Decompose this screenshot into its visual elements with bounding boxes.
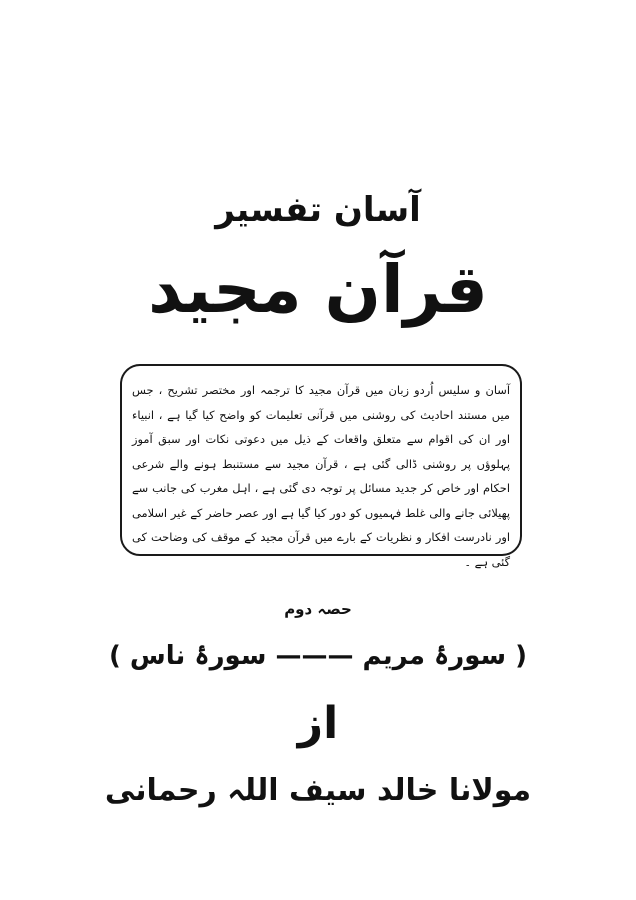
book-title: قرآن مجید	[148, 251, 488, 328]
surah-range: ( سورۂ مریم ——— سورۂ ناس )	[108, 641, 528, 671]
part-label: حصہ دوم	[284, 600, 352, 618]
author-name: مولانا خالد سیف اللہ رحمانی	[104, 773, 532, 808]
book-subtitle: آسان تفسیر	[215, 190, 421, 230]
description-text: آسان و سلیس اُردو زبان میں قرآن مجید کا ترجمہ اور مختصر تشریح ، جس میں مستند احادیث کی روشنی میں قرآنی تعلیمات کو واضح کیا گیا ہے ، انبیاء اور ان کی اقوام سے متعلق واقعات کے ذیل میں دعوتی نکات اور سبق آموز پہلوؤں پر روشنی ڈالی گئی ہے ، قرآن مجید سے مستنبط ہونے والے شرعی احکام اور خاص کر جدید مسائل پر توجہ دی گئی ہے ، اہل مغرب کی جانب سے پھیلائی جانے والی غلط فہمیوں کو دور کیا گیا ہے اور عصر حاضر کے غیر اسلامی اور نادرست افکار و نظریات کے بارے میں قرآن مجید کے موقف کی وضاحت کی گئی ہے ۔	[132, 383, 510, 569]
by-label: از	[297, 698, 339, 749]
description-box	[120, 364, 522, 569]
